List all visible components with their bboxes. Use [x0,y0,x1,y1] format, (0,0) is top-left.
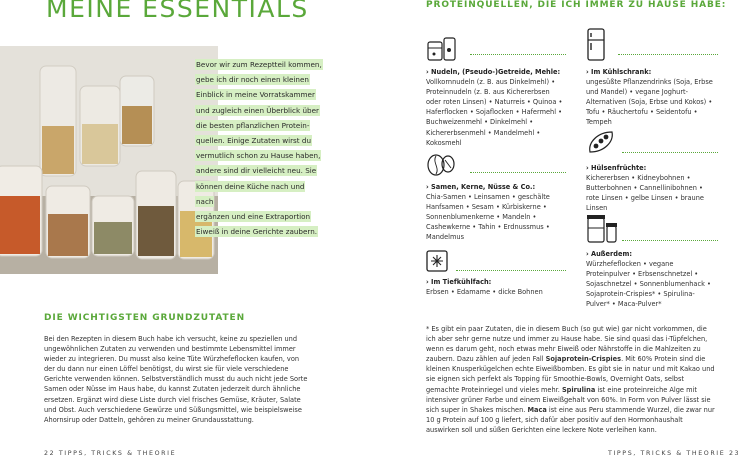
dotted-divider [618,54,718,55]
footnote-part: * Es gibt ein paar Zutaten, die in diesem Buch (so gut wie) gar nicht vorkommen, die ich aber sehr gerne nutze und immer zu Hause habe. Sie sind quasi das i-Tüpfelchen, wenn es darum geht, noch etwas mehr Eiweiß oder Nährstoffe in die Mahlzeiten zu zaubern. Dazu zählen auf jeden Fall [426,325,708,364]
legumes-icon [586,128,616,156]
dotted-divider [470,54,566,55]
dotted-divider [470,172,566,173]
footnote-bold: Sojaprotein-Crispies [545,355,622,364]
category-misc [586,249,718,310]
intro-line: quellen. Einige Zutaten wirst du [196,136,312,146]
dotted-divider [622,240,718,241]
freezer-icon [426,250,448,272]
page-title: MEINE ESSENTIALS [46,0,309,23]
page-footer-left: 22 TIPPS, TRICKS & THEORIE [44,450,177,457]
nuts-icon [426,152,456,178]
category-heading: › Im Tiefkühlfach: [426,278,492,286]
category-seeds-nuts [426,182,566,243]
intro-line: gebe ich dir noch einen kleinen [196,75,309,85]
category-heading: › Hülsenfrüchte: [586,164,647,172]
category-items: Kichererbsen • Kidneybohnen • Butterbohnen • Cannellinibohnen • rote Linsen • gelbe Linsen • braune Linsen [586,174,704,213]
category-items: ungesüßte Pflanzendrinks (Soja, Erbse und Mandel) • vegane Joghurt-Alternativen (Soja, Erbse und Kokos) • Tofu • Räuchertofu • Seidentofu • Tempeh [586,78,713,127]
footnote-part: ist eine proteinreiche Alge mit intensiver grüner Farbe und einem Eiweißgehalt von 60%. In Form von Pulver lässt sie sich super in Shakes mischen. [426,385,711,414]
fridge-icon [586,28,606,62]
category-heading: › Im Kühlschrank: [586,68,652,76]
footnote-part: ist eine aus Peru stammende Wurzel, die zwar nur 10 g Protein auf 100 g liefert, sich dafür aber positiv auf den Hormonhaushalt auswirken soll und süßen Gerichten eine leckere Note verleihen kann. [426,405,715,434]
right-page [360,0,740,459]
category-items: Erbsen • Edamame • dicke Bohnen [426,288,543,297]
intro-line: können deine Küche nach und nach [196,181,305,206]
footnote-text [426,324,716,435]
grain-bag-icon [426,36,458,64]
intro-line: Einblick in meine Vorratskammer [196,90,315,100]
right-page-title: PROTEINQUELLEN, DIE ICH IMMER ZU HAUSE HABE: [426,0,727,10]
intro-line: Eiweiß in deine Gerichte zaubern. [196,227,318,237]
dotted-divider [622,152,718,153]
category-items: Chia-Samen • Leinsamen • geschälte Hanfsamen • Sesam • Kürbiskerne • Sonnenblumenkerne • Mandeln • Cashewkerne • Tahin • Erdnussmus • Mandelmus [426,193,550,242]
category-items: Würzhefeflocken • vegane Proteinpulver • Erbsenschnetzel • Sojaschnetzel • Sonnenblumenhack • Sojaprotein-Crispies* • Spirulina-Pulver* • Maca-Pulver* [586,260,711,309]
intro-line: ergänzen und eine Extraportion [196,212,311,222]
jars-icon [586,214,618,244]
footnote-part: . Mit 60% Protein sind die kleinen Knusperkügelchen echte Eiweißbomben. Es gibt sie in natur und mit Kakao und sie eignen sich perfekt als Topping für Smoothie-Bowls, Overnight Oats, selbst gemachte Proteinriegel und vieles mehr. [426,355,715,394]
category-items: Vollkornnudeln (z. B. aus Dinkelmehl) • Proteinnudeln (z. B. aus Kichererbsen oder roten Linsen) • Naturreis • Quinoa • Haferflocken • Sojaflocken • Hafermehl • Buchweizenmehl • Dinkelmehl • Kichererbsenmehl • Mandelmehl • Kokosmehl [426,78,563,147]
intro-line: die besten pflanzlichen Protein- [196,120,310,130]
intro-line: andere sind dir vielleicht neu. Sie [196,166,317,176]
category-heading: › Samen, Kerne, Nüsse & Co.: [426,183,536,191]
page-footer-right: TIPPS, TRICKS & THEORIE 23 [608,450,740,457]
category-heading: › Nudeln, (Pseudo-)Getreide, Mehle: [426,68,561,76]
section-body: Bei den Rezepten in diesem Buch habe ich versucht, keine zu speziellen und ungewöhnlichen Zutaten zu verwenden und bestimmte Lebensmittel immer wieder zu integrieren. Du musst also keine Tüte Würzhefeflocken kaufen, von der du dann nur einen Löffel benötigst, du wirst sie für viele verschiedene Gerichte verwenden können. Selbstverständlich musst du auch nicht jede Sorte Samen oder Nüsse im Haus habe, du kannst Zutaten jederzeit durch ähnliche ersetzen. Ergänzt wird diese Liste durch viel frisches Gemüse, Kräuter, Salate und Obst. Auch verschiedene Gewürze und Süßungsmittel, wie beispielsweise Ahornsirup oder Datteln, gehören zu meiner Grundausstattung. [44,335,308,424]
dotted-divider [456,270,566,271]
intro-text [195,57,323,239]
intro-line: Bevor wir zum Rezeptteil kommen, [196,60,322,69]
intro-line: vermutlich schon zu Hause haben, [196,151,321,161]
category-freezer [426,277,566,297]
footnote-bold: Maca [527,405,547,414]
left-page [0,0,360,459]
category-grains [426,67,566,148]
category-heading: › Außerdem: [586,250,632,258]
category-legumes [586,163,718,213]
pantry-jars-photo [0,46,218,274]
intro-line: und zugleich einen Überblick über [196,105,319,115]
section-heading: DIE WICHTIGSTEN GRUNDZUTATEN [44,313,246,323]
category-fridge [586,67,718,128]
jars-illustration [0,46,218,274]
footnote-bold: Spirulina [561,385,596,394]
